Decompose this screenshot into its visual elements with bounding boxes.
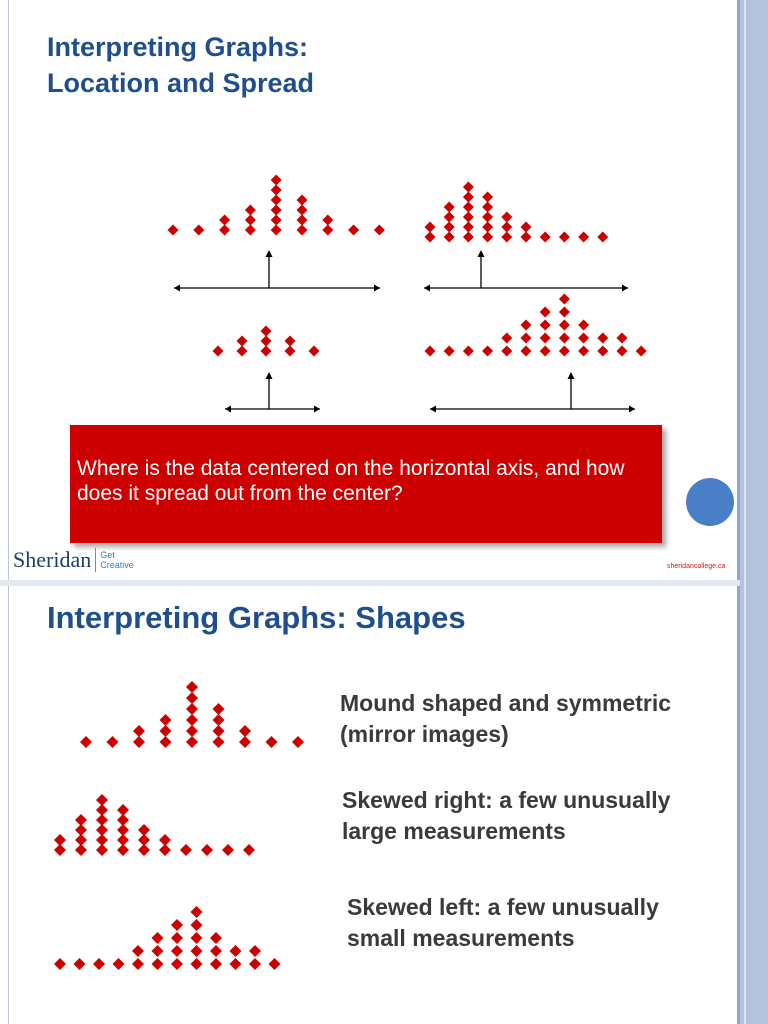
axis-arrow-right: [374, 285, 380, 292]
data-marker: [191, 945, 203, 957]
logo-tagline-2: Creative: [100, 560, 134, 570]
data-marker: [96, 794, 108, 806]
data-marker: [117, 804, 129, 816]
data-marker: [297, 195, 308, 206]
callout-text: Where is the data centered on the horizontal axis, and how does it spread out from the center?: [77, 457, 625, 505]
data-marker: [597, 346, 608, 357]
center-arrow: [266, 372, 273, 379]
axis-arrow-left: [430, 406, 436, 413]
data-marker: [171, 958, 183, 970]
data-marker: [540, 307, 551, 318]
dot-plot: [80, 681, 304, 748]
dot-plot: [54, 906, 281, 970]
data-marker: [559, 294, 570, 305]
logo-tagline-1: Get: [100, 550, 115, 560]
accent-circle: [686, 478, 734, 526]
data-marker: [239, 725, 251, 737]
data-marker: [540, 346, 551, 357]
data-marker: [463, 212, 474, 223]
data-marker: [617, 346, 628, 357]
data-marker: [160, 736, 172, 748]
data-marker: [521, 222, 532, 233]
data-marker: [463, 222, 474, 233]
dot-plot: [213, 326, 321, 413]
data-marker: [213, 714, 225, 726]
axis-arrow-right: [314, 406, 320, 413]
desc-line-1: Skewed left: a few unusually: [347, 894, 659, 920]
data-marker: [463, 346, 474, 357]
data-marker: [239, 736, 251, 748]
data-marker: [152, 958, 164, 970]
data-marker: [54, 958, 66, 970]
dot-plot: [425, 294, 647, 413]
data-marker: [159, 834, 171, 846]
data-marker: [285, 336, 296, 347]
data-marker: [171, 945, 183, 957]
axis-arrow-left: [174, 285, 180, 292]
data-marker: [249, 945, 261, 957]
data-marker: [186, 714, 198, 726]
data-marker: [222, 844, 234, 856]
data-marker: [271, 205, 282, 216]
data-marker: [463, 202, 474, 213]
data-marker: [501, 232, 512, 243]
data-marker: [271, 225, 282, 236]
data-marker: [193, 225, 204, 236]
data-marker: [374, 225, 385, 236]
data-marker: [245, 215, 256, 226]
data-marker: [74, 958, 86, 970]
data-marker: [237, 336, 248, 347]
slide-title: Interpreting Graphs: Shapes: [47, 600, 466, 635]
shape-description-skewed-right: [342, 785, 670, 847]
data-marker: [292, 736, 304, 748]
data-marker: [191, 906, 203, 918]
desc-line-2: large measurements: [342, 818, 566, 844]
data-marker: [152, 945, 164, 957]
shape-description-symmetric: [340, 688, 671, 750]
data-marker: [249, 958, 261, 970]
data-marker: [186, 692, 198, 704]
data-marker: [210, 945, 222, 957]
desc-line-2: small measurements: [347, 925, 575, 951]
right-rail-inner: [737, 0, 740, 1024]
data-marker: [180, 844, 192, 856]
data-marker: [80, 736, 92, 748]
data-marker: [540, 232, 551, 243]
data-marker: [261, 346, 272, 357]
data-marker: [540, 333, 551, 344]
right-rail-line: [744, 0, 746, 1024]
data-marker: [425, 346, 436, 357]
data-marker: [191, 919, 203, 931]
data-marker: [213, 736, 225, 748]
data-marker: [93, 958, 105, 970]
data-marker: [521, 346, 532, 357]
data-marker: [186, 681, 198, 693]
data-marker: [597, 333, 608, 344]
data-marker: [501, 346, 512, 357]
data-marker: [160, 725, 172, 737]
data-marker: [191, 958, 203, 970]
data-marker: [210, 958, 222, 970]
data-marker: [245, 225, 256, 236]
data-marker: [322, 215, 333, 226]
data-marker: [152, 932, 164, 944]
data-marker: [230, 945, 242, 957]
shape-description-skewed-left: [347, 892, 659, 954]
data-marker: [501, 212, 512, 223]
data-marker: [501, 222, 512, 233]
data-marker: [133, 725, 145, 737]
slide-location-spread: [8, 0, 737, 580]
data-marker: [444, 202, 455, 213]
location-spread-dot-plots: [9, 0, 737, 425]
desc-line-2: (mirror images): [340, 721, 509, 747]
data-marker: [285, 346, 296, 357]
axis-arrow-right: [622, 285, 628, 292]
data-marker: [521, 333, 532, 344]
data-marker: [636, 346, 647, 357]
data-marker: [243, 844, 255, 856]
data-marker: [75, 814, 87, 826]
data-marker: [482, 346, 493, 357]
data-marker: [578, 333, 589, 344]
data-marker: [425, 232, 436, 243]
center-arrow: [478, 250, 485, 257]
data-marker: [237, 346, 248, 357]
data-marker: [186, 736, 198, 748]
data-marker: [463, 182, 474, 193]
logo-wordmark: Sheridan: [13, 547, 92, 572]
data-marker: [463, 232, 474, 243]
data-marker: [271, 215, 282, 226]
data-marker: [219, 225, 230, 236]
data-marker: [521, 232, 532, 243]
data-marker: [171, 919, 183, 931]
data-marker: [444, 212, 455, 223]
data-marker: [482, 212, 493, 223]
data-marker: [271, 195, 282, 206]
dot-plot: [168, 175, 385, 292]
sheridan-logo: [13, 547, 134, 573]
data-marker: [271, 175, 282, 186]
data-marker: [540, 320, 551, 331]
slide-title-line-1: Interpreting Graphs:: [47, 32, 309, 62]
data-marker: [309, 346, 320, 357]
data-marker: [271, 185, 282, 196]
center-arrow: [266, 250, 273, 257]
data-marker: [132, 945, 144, 957]
data-marker: [201, 844, 213, 856]
data-marker: [482, 202, 493, 213]
data-marker: [132, 958, 144, 970]
data-marker: [261, 326, 272, 337]
data-marker: [578, 346, 589, 357]
data-marker: [261, 336, 272, 347]
data-marker: [160, 714, 172, 726]
dot-plot: [424, 182, 628, 292]
logo-tagline: [100, 550, 134, 570]
data-marker: [168, 225, 179, 236]
axis-arrow-right: [629, 406, 635, 413]
data-marker: [482, 232, 493, 243]
data-marker: [482, 192, 493, 203]
data-marker: [597, 232, 608, 243]
data-marker: [171, 932, 183, 944]
data-marker: [297, 205, 308, 216]
data-marker: [213, 346, 224, 357]
data-marker: [269, 958, 281, 970]
data-marker: [245, 205, 256, 216]
data-marker: [463, 192, 474, 203]
dot-plot: [54, 794, 255, 856]
data-marker: [578, 320, 589, 331]
data-marker: [444, 232, 455, 243]
data-marker: [230, 958, 242, 970]
data-marker: [113, 958, 125, 970]
axis-arrow-left: [424, 285, 430, 292]
data-marker: [213, 725, 225, 737]
axis-arrow-left: [225, 406, 231, 413]
center-arrow: [568, 372, 575, 379]
data-marker: [617, 333, 628, 344]
footer-url: sheridancollege.ca: [667, 563, 726, 570]
slide-shapes: [8, 586, 737, 1024]
data-marker: [191, 932, 203, 944]
data-marker: [482, 222, 493, 233]
logo-divider: [95, 548, 96, 572]
data-marker: [425, 222, 436, 233]
data-marker: [266, 736, 278, 748]
data-marker: [210, 932, 222, 944]
question-callout: [70, 425, 662, 543]
data-marker: [297, 225, 308, 236]
data-marker: [501, 333, 512, 344]
data-marker: [219, 215, 230, 226]
data-marker: [348, 225, 359, 236]
data-marker: [186, 725, 198, 737]
slide-title-line-2: Location and Spread: [47, 68, 315, 98]
data-marker: [559, 346, 570, 357]
data-marker: [521, 320, 532, 331]
desc-line-1: Skewed right: a few unusually: [342, 787, 671, 813]
data-marker: [559, 333, 570, 344]
desc-line-1: Mound shaped and symmetric: [340, 690, 672, 716]
data-marker: [559, 307, 570, 318]
data-marker: [444, 222, 455, 233]
data-marker: [213, 703, 225, 715]
data-marker: [297, 215, 308, 226]
data-marker: [107, 736, 119, 748]
data-marker: [54, 834, 66, 846]
data-marker: [559, 320, 570, 331]
data-marker: [133, 736, 145, 748]
data-marker: [444, 346, 455, 357]
data-marker: [322, 225, 333, 236]
data-marker: [559, 232, 570, 243]
data-marker: [578, 232, 589, 243]
data-marker: [186, 703, 198, 715]
data-marker: [138, 824, 150, 836]
